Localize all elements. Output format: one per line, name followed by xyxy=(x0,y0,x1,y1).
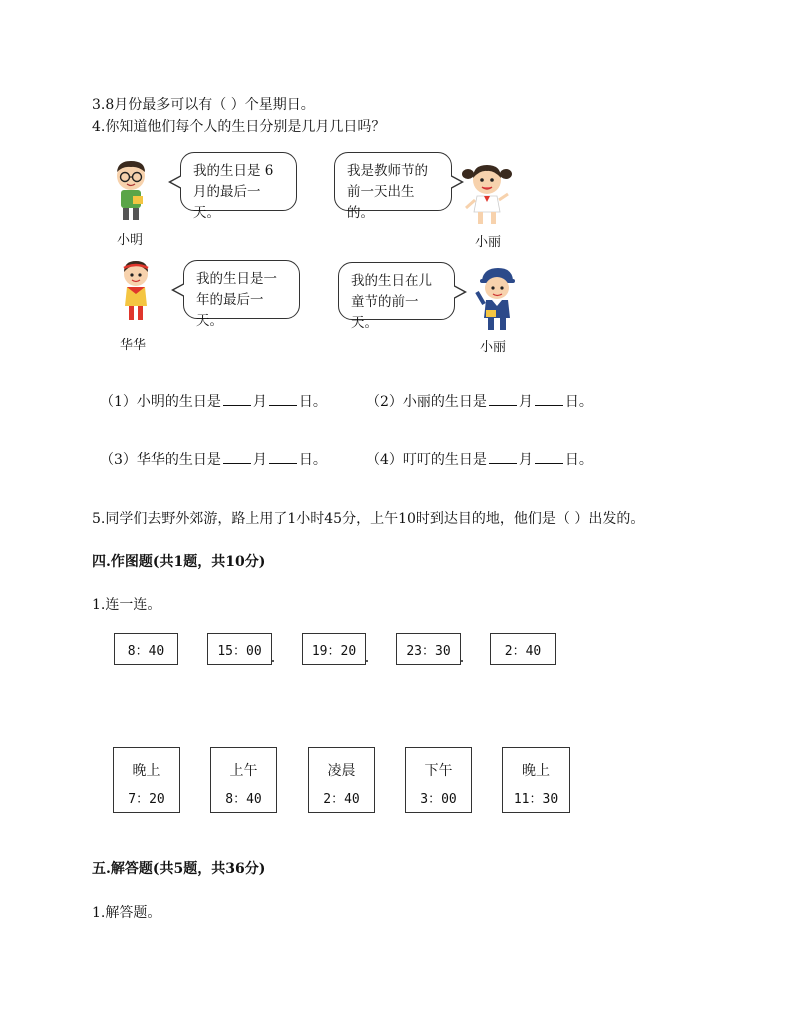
month-blank[interactable] xyxy=(489,393,517,406)
xiaoli-illustration-2 xyxy=(474,266,520,334)
month-blank[interactable] xyxy=(223,393,251,406)
speech-bubble-huahua xyxy=(183,260,300,329)
connect-dot xyxy=(366,660,368,662)
period-box-4[interactable] xyxy=(405,747,472,813)
period-label: 上午 xyxy=(229,763,258,779)
day-blank[interactable] xyxy=(535,451,563,464)
time-box-1[interactable]: 8：40 xyxy=(114,633,178,665)
fill-day-label: 日。 xyxy=(564,394,593,410)
speech-line: 我的生日是 6 xyxy=(193,163,274,179)
speech-line: 我是教师节的 xyxy=(347,163,428,179)
period-box-2[interactable] xyxy=(210,747,277,813)
speech-bubble-xiaoming xyxy=(180,152,297,221)
character-name-xiaoming: 小明 xyxy=(117,233,144,248)
fill-item-4 xyxy=(366,449,593,469)
time-box-4[interactable]: 23：30 xyxy=(396,633,461,665)
section-4-heading: 四.作图题(共1题，共10分) xyxy=(92,554,266,570)
connect-dot xyxy=(461,660,463,662)
section-5-heading: 五.解答题(共5题，共36分) xyxy=(92,861,266,877)
speech-bubble-xiaoli-2 xyxy=(338,262,455,331)
time-box-3[interactable]: 19：20 xyxy=(302,633,366,665)
xiaoli-illustration-1 xyxy=(460,160,514,228)
period-time: 11：30 xyxy=(513,792,559,807)
period-label: 凌晨 xyxy=(327,763,356,779)
speech-line: 年的最后一天。 xyxy=(196,292,264,329)
section-4-question-1: 1.连一连。 xyxy=(92,597,162,613)
fill-prefix: （3）华华的生日是 xyxy=(100,452,221,468)
huahua-illustration xyxy=(116,258,156,326)
fill-day-label: 日。 xyxy=(564,452,593,468)
connect-dot xyxy=(272,660,274,662)
speech-line: 我的生日是一 xyxy=(196,271,277,287)
fill-prefix: （1）小明的生日是 xyxy=(100,394,221,410)
period-label: 下午 xyxy=(424,763,453,779)
time-box-5[interactable]: 2：40 xyxy=(490,633,556,665)
month-blank[interactable] xyxy=(489,451,517,464)
character-name-xiaoli-1: 小丽 xyxy=(475,235,502,250)
time-box-2[interactable]: 15：00 xyxy=(207,633,272,665)
fill-prefix: （4）叮叮的生日是 xyxy=(366,452,487,468)
fill-item-3 xyxy=(100,449,327,469)
speech-line: 前一天出生的。 xyxy=(347,184,415,221)
day-blank[interactable] xyxy=(535,393,563,406)
section-5-question-1: 1.解答题。 xyxy=(92,905,162,921)
speech-line: 我的生日在儿 xyxy=(351,273,432,289)
xiaoming-illustration xyxy=(108,158,154,224)
period-box-1[interactable] xyxy=(113,747,180,813)
fill-month-label: 月 xyxy=(518,452,533,468)
speech-line: 童节的前一天。 xyxy=(351,294,419,331)
speech-bubble-xiaoli-1 xyxy=(334,152,452,221)
fill-prefix: （2）小丽的生日是 xyxy=(366,394,487,410)
question-5: 5.同学们去野外郊游，路上用了1小时45分，上午10时到达目的地，他们是（ ）出发的。 xyxy=(92,511,645,527)
character-name-huahua: 华华 xyxy=(120,338,147,353)
month-blank[interactable] xyxy=(223,451,251,464)
question-4: 4.你知道他们每个人的生日分别是几月几日吗？ xyxy=(92,119,386,135)
period-time: 8：40 xyxy=(225,792,262,807)
period-label: 晚上 xyxy=(132,763,161,779)
day-blank[interactable] xyxy=(269,451,297,464)
period-box-5[interactable] xyxy=(502,747,570,813)
speech-line: 月的最后一天。 xyxy=(193,184,261,221)
fill-day-label: 日。 xyxy=(298,394,327,410)
period-box-3[interactable] xyxy=(308,747,375,813)
question-3: 3.8月份最多可以有（ ）个星期日。 xyxy=(92,97,315,113)
fill-month-label: 月 xyxy=(252,452,267,468)
fill-month-label: 月 xyxy=(518,394,533,410)
period-time: 2：40 xyxy=(323,792,360,807)
period-time: 7：20 xyxy=(128,792,165,807)
fill-item-2 xyxy=(366,391,593,411)
fill-day-label: 日。 xyxy=(298,452,327,468)
period-time: 3：00 xyxy=(420,792,457,807)
fill-month-label: 月 xyxy=(252,394,267,410)
character-name-xiaoli-2: 小丽 xyxy=(480,340,507,355)
day-blank[interactable] xyxy=(269,393,297,406)
period-label: 晚上 xyxy=(522,763,550,779)
fill-item-1 xyxy=(100,391,327,411)
